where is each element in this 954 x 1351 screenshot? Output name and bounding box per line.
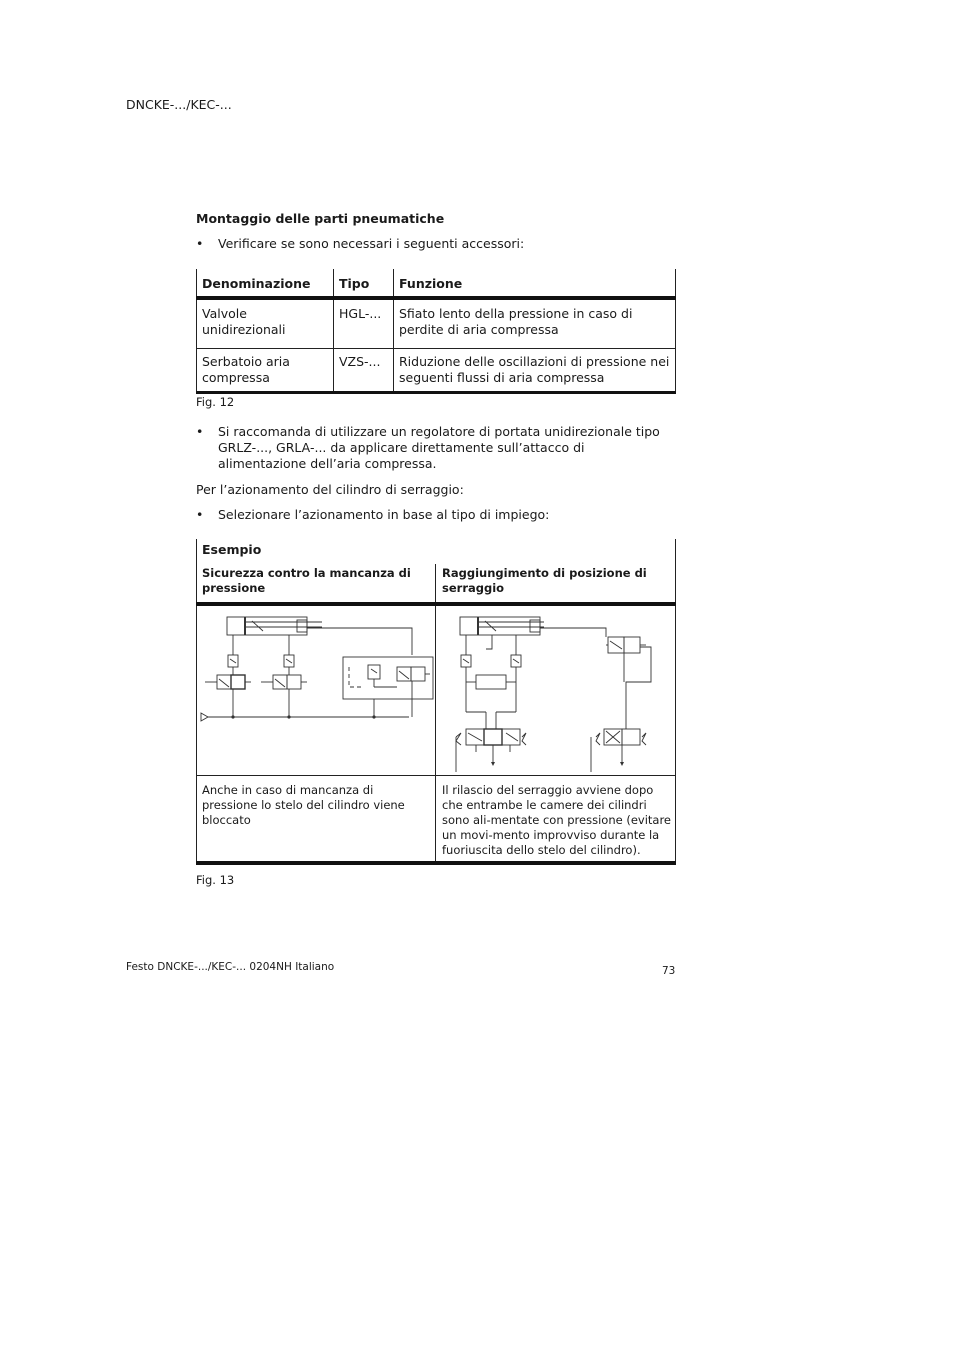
bullet-text: Verificare se sono necessari i seguenti accessori: [218,236,525,251]
bottom-rule [196,861,676,865]
paragraph: Per l’azionamento del cilindro di serraggio: [196,482,464,497]
bullet-text: Selezionare l’azionamento in base al tipo di impiego: [218,507,550,522]
running-header: DNCKE-.../KEC-... [126,97,232,112]
pneumatic-circuit-diagram-right [436,607,674,773]
table-cell: Serbatoio aria compressa [197,349,334,393]
row-divider [196,775,676,776]
table-cell: Sfiato lento della pressione in caso di perdite di aria compressa [394,298,676,349]
table-row [197,349,676,393]
example-table [196,539,676,865]
bullet-text: Si raccomanda di utilizzare un regolatore di portata unidirezionale tipo GRLZ-..., GRLA-... da applicare direttamente sull’attacco di alimentazione dell’aria compressa. [218,424,660,471]
column-header: Sicurezza contro la mancanza di pressione [202,566,411,595]
cell-text: Anche in caso di mancanza di pressione lo stelo del cilindro viene bloccato [202,783,405,827]
table-header-row [197,269,676,298]
table-row [197,298,676,349]
accessories-table [196,269,676,394]
bullet-dot: • [196,236,204,251]
column-header: Raggiungimento di posizione di serraggio [442,566,647,595]
bullet-dot: • [196,507,204,522]
column-header: Denominazione [197,269,334,298]
page-number: 73 [662,965,676,977]
figure-caption: Fig. 12 [196,395,235,409]
table-border [675,539,676,862]
footer-text: Festo DNCKE-.../KEC-... 0204NH Italiano [126,961,335,973]
section-title: Montaggio delle parti pneumatiche [196,211,445,226]
table-cell: Riduzione delle oscillazioni di pressione nei seguenti flussi di aria compressa [394,349,676,393]
table-heading: Esempio [202,542,262,557]
column-header: Tipo [334,269,394,298]
pneumatic-circuit-diagram-left [197,607,435,773]
table-cell: Valvole unidirezionali [197,298,334,349]
column-header: Funzione [394,269,676,298]
figure-caption: Fig. 13 [196,873,235,887]
header-rule [196,602,676,606]
bullet-dot: • [196,424,204,439]
table-cell: HGL-... [334,298,394,349]
table-cell: VZS-... [334,349,394,393]
cell-text: Il rilascio del serraggio avviene dopo che entrambe le camere dei cilindri sono ali-mentate con pressione (evitare un movi-mento improvviso durante la fuoriuscita dello stelo del cilindro). [442,783,672,857]
